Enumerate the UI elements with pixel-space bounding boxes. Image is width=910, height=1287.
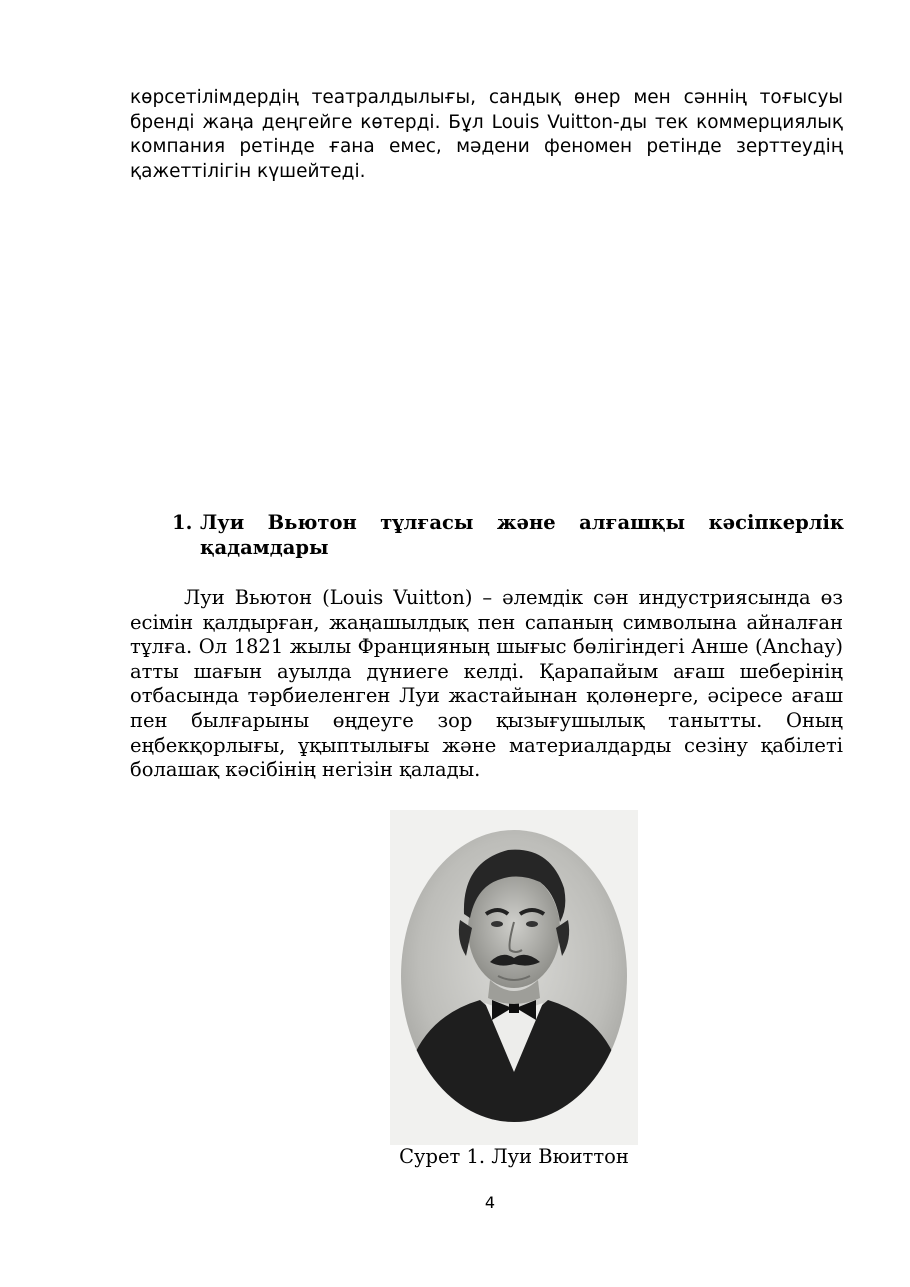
figure-caption: Сурет 1. Луи Вюиттон — [399, 1145, 629, 1168]
page-number: 4 — [484, 1193, 496, 1212]
section-title: Луи Вьютон тұлғасы және алғашқы кәсіпкерлік қадамдары — [200, 511, 844, 559]
portrait-illustration — [390, 810, 638, 1145]
section-heading — [172, 511, 844, 560]
intro-paragraph: көрсетілімдердің театралдылығы, сандық өнер мен сәннің тоғысуы брендi жаңа деңгейге көтерді. Бұл Louis Vuitton-ды тек коммерциялық компания ретінде ғана емес, мәдени феномен ретінде зерттеудің қажеттілігін күшейтеді. — [130, 87, 843, 182]
portrait-photo — [390, 810, 638, 1145]
section-number: 1. — [172, 511, 193, 534]
body-paragraph: Луи Вьютон (Louis Vuitton) – әлемдік сән индустриясында өз есімін қалдырған, жаңашылдық пен сапаның символына айналған тұлға. Ол 1821 жылы Францияның шығыс бөлігіндегі Анше (Anchay) атты шағын ауылда дүниеге келді. Қарапайым ағаш шеберінің отбасында тәрбиеленген Луи жастайынан қолөнерге, әсіресе ағаш пен былғарыны өңдеуге зор қызығушылық танытты. Оның еңбекқорлығы, ұқыптылығы және материалдарды сезіну қабілеті болашақ кәсібінің негізін қалады. — [130, 586, 843, 782]
